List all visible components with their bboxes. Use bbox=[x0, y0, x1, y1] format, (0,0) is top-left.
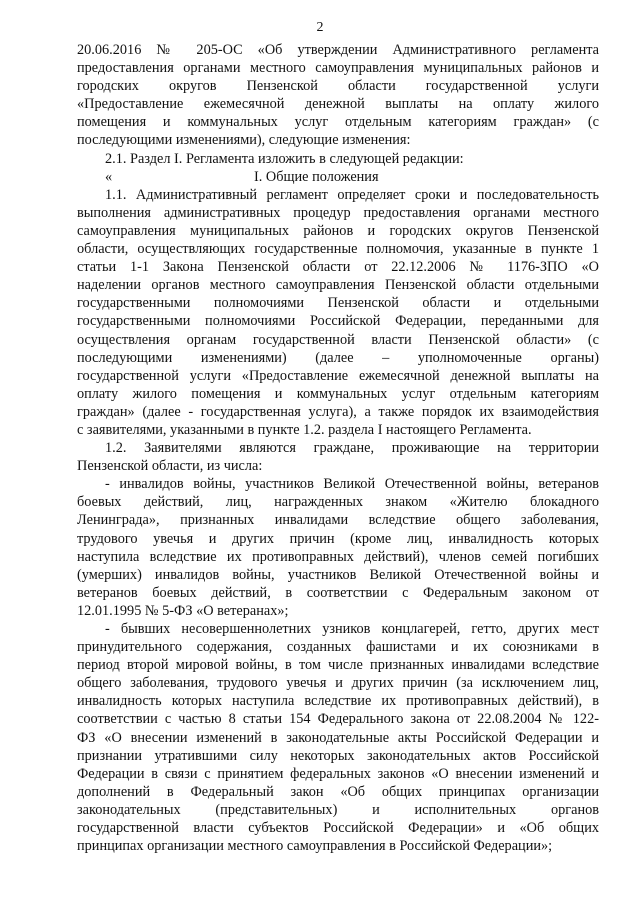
text-line: законодательных (представительных) и исполнительных органов bbox=[77, 801, 599, 818]
paragraph-intro bbox=[77, 41, 599, 150]
text-line: - бывших несовершеннолетних узников концлагерей, гетто, других мест bbox=[105, 621, 599, 637]
text-line: 12.01.1995 № 5-ФЗ «О ветеранах»; bbox=[77, 602, 289, 619]
text-line: последующими изменениями) (далее – уполномоченные органы) bbox=[77, 349, 599, 366]
text-line: области, осуществляющих государственные полномочия, указанные в пункте 1 bbox=[77, 241, 599, 258]
text-line: предоставления органами местного самоуправления муниципальных районов и bbox=[77, 60, 599, 77]
text-line: последующими изменениями), следующие изменения: bbox=[77, 132, 411, 149]
text-line: общего заболевания, трудового увечья и других причин (за исключением лиц, bbox=[77, 675, 599, 692]
text-line: 1.2. Заявителями являются граждане, проживающие на территории bbox=[105, 440, 599, 457]
section-heading bbox=[77, 168, 599, 186]
text-line: период второй мировой войны, в том числе признанных инвалидами вследствие bbox=[77, 657, 599, 674]
text-line: ФЗ «О внесении изменений в законодательные акты Российской Федерации и bbox=[77, 729, 599, 746]
text-line: боевых действий, лиц, награжденных знаком «Жителю блокадного bbox=[77, 494, 599, 511]
text-line: городских округов Пензенской области государственной услуги bbox=[77, 78, 599, 95]
text-line: Федерации в связи с принятием федеральных законов «О внесении изменений и bbox=[77, 765, 599, 782]
text-line: самоуправления муниципальных районов и городских округов Пензенской bbox=[77, 222, 599, 239]
section-title: I. Общие положения bbox=[254, 168, 379, 185]
text-line: государственной власти субъектов Российской Федерации» и «Об общих bbox=[77, 820, 599, 837]
text-line: признании утратившими силу некоторых законодательных актов Российской bbox=[77, 747, 599, 764]
text-line: Пензенской области, из числа: bbox=[77, 458, 263, 475]
text-line: государственной услуги «Предоставление ежемесячной денежной выплаты на bbox=[77, 367, 599, 384]
text-line: - инвалидов войны, участников Великой Отечественной войны, ветеранов bbox=[105, 476, 599, 493]
text-line: государственными полномочиями Пензенской области и отдельными bbox=[77, 295, 599, 312]
text-line: принудительного содержания, созданных фашистами и их союзниками в bbox=[77, 639, 599, 656]
paragraph-2-1 bbox=[77, 150, 599, 168]
text-line: наступила вследствие их противоправных действий), членов семей погибших bbox=[77, 548, 599, 565]
text-line: трудового увечья и других причин (кроме лиц, инвалидность которых bbox=[77, 530, 599, 547]
list-item bbox=[77, 475, 599, 620]
text-line: наделении органов местного самоуправления Пензенской области отдельными bbox=[77, 277, 599, 294]
text-line: оплату жилого помещения и коммунальных услуг отдельным категориям bbox=[77, 385, 599, 402]
text-line: ветеранов боевых действий, в соответствии с Федеральным законом от bbox=[77, 584, 599, 601]
list-item bbox=[77, 620, 599, 855]
text-line: «Предоставление ежемесячной денежной выплаты на оплату жилого bbox=[77, 96, 599, 113]
text-line: Ленинграда», признанных инвалидами вследствие общего заболевания, bbox=[77, 512, 599, 529]
text-line: с заявителями, указанными в пункте 1.2. раздела I настоящего Регламента. bbox=[77, 421, 532, 438]
text-line: граждан» (далее - государственная услуга), а также порядок их взаимодействия bbox=[77, 403, 599, 420]
paragraph-1-1 bbox=[77, 186, 599, 439]
document-body bbox=[77, 41, 599, 855]
text-line: дополнений в Федеральный закон «Об общих принципах организации bbox=[77, 783, 599, 800]
text-line: статьи 1-1 Закона Пензенской области от 22.12.2006 № 1176-ЗПО «О bbox=[77, 259, 599, 276]
text-line: 2.1. Раздел I. Регламента изложить в следующей редакции: bbox=[105, 150, 464, 167]
text-line: 1.1. Административный регламент определяет сроки и последовательность bbox=[105, 186, 599, 203]
text-line: государственными полномочиями Российской Федерации, переданными для bbox=[77, 313, 599, 330]
text-line: помещения и коммунальных услуг отдельным категориям граждан» (с bbox=[77, 114, 599, 131]
text-line: (умерших) инвалидов войны, участников Великой Отечественной войны и bbox=[77, 566, 599, 583]
text-line: инвалидность которых наступила вследствие их противоправных действий), в bbox=[77, 693, 599, 710]
text-line: соответствии с частью 8 статьи 154 Федерального закона от 22.08.2004 № 122- bbox=[77, 711, 599, 728]
opening-quote: « bbox=[105, 168, 113, 185]
text-line: выполнения административных процедур предоставления органами местного bbox=[77, 204, 599, 221]
text-line: осуществления органам государственной власти Пензенской области» (с bbox=[77, 331, 599, 348]
text-line: 20.06.2016 № 205-ОС «Об утверждении Административного регламента bbox=[77, 42, 599, 58]
paragraph-1-2 bbox=[77, 439, 599, 475]
page-number: 2 bbox=[316, 20, 324, 35]
text-line: принципах организации местного самоуправления в Российской Федерации»; bbox=[77, 838, 553, 855]
